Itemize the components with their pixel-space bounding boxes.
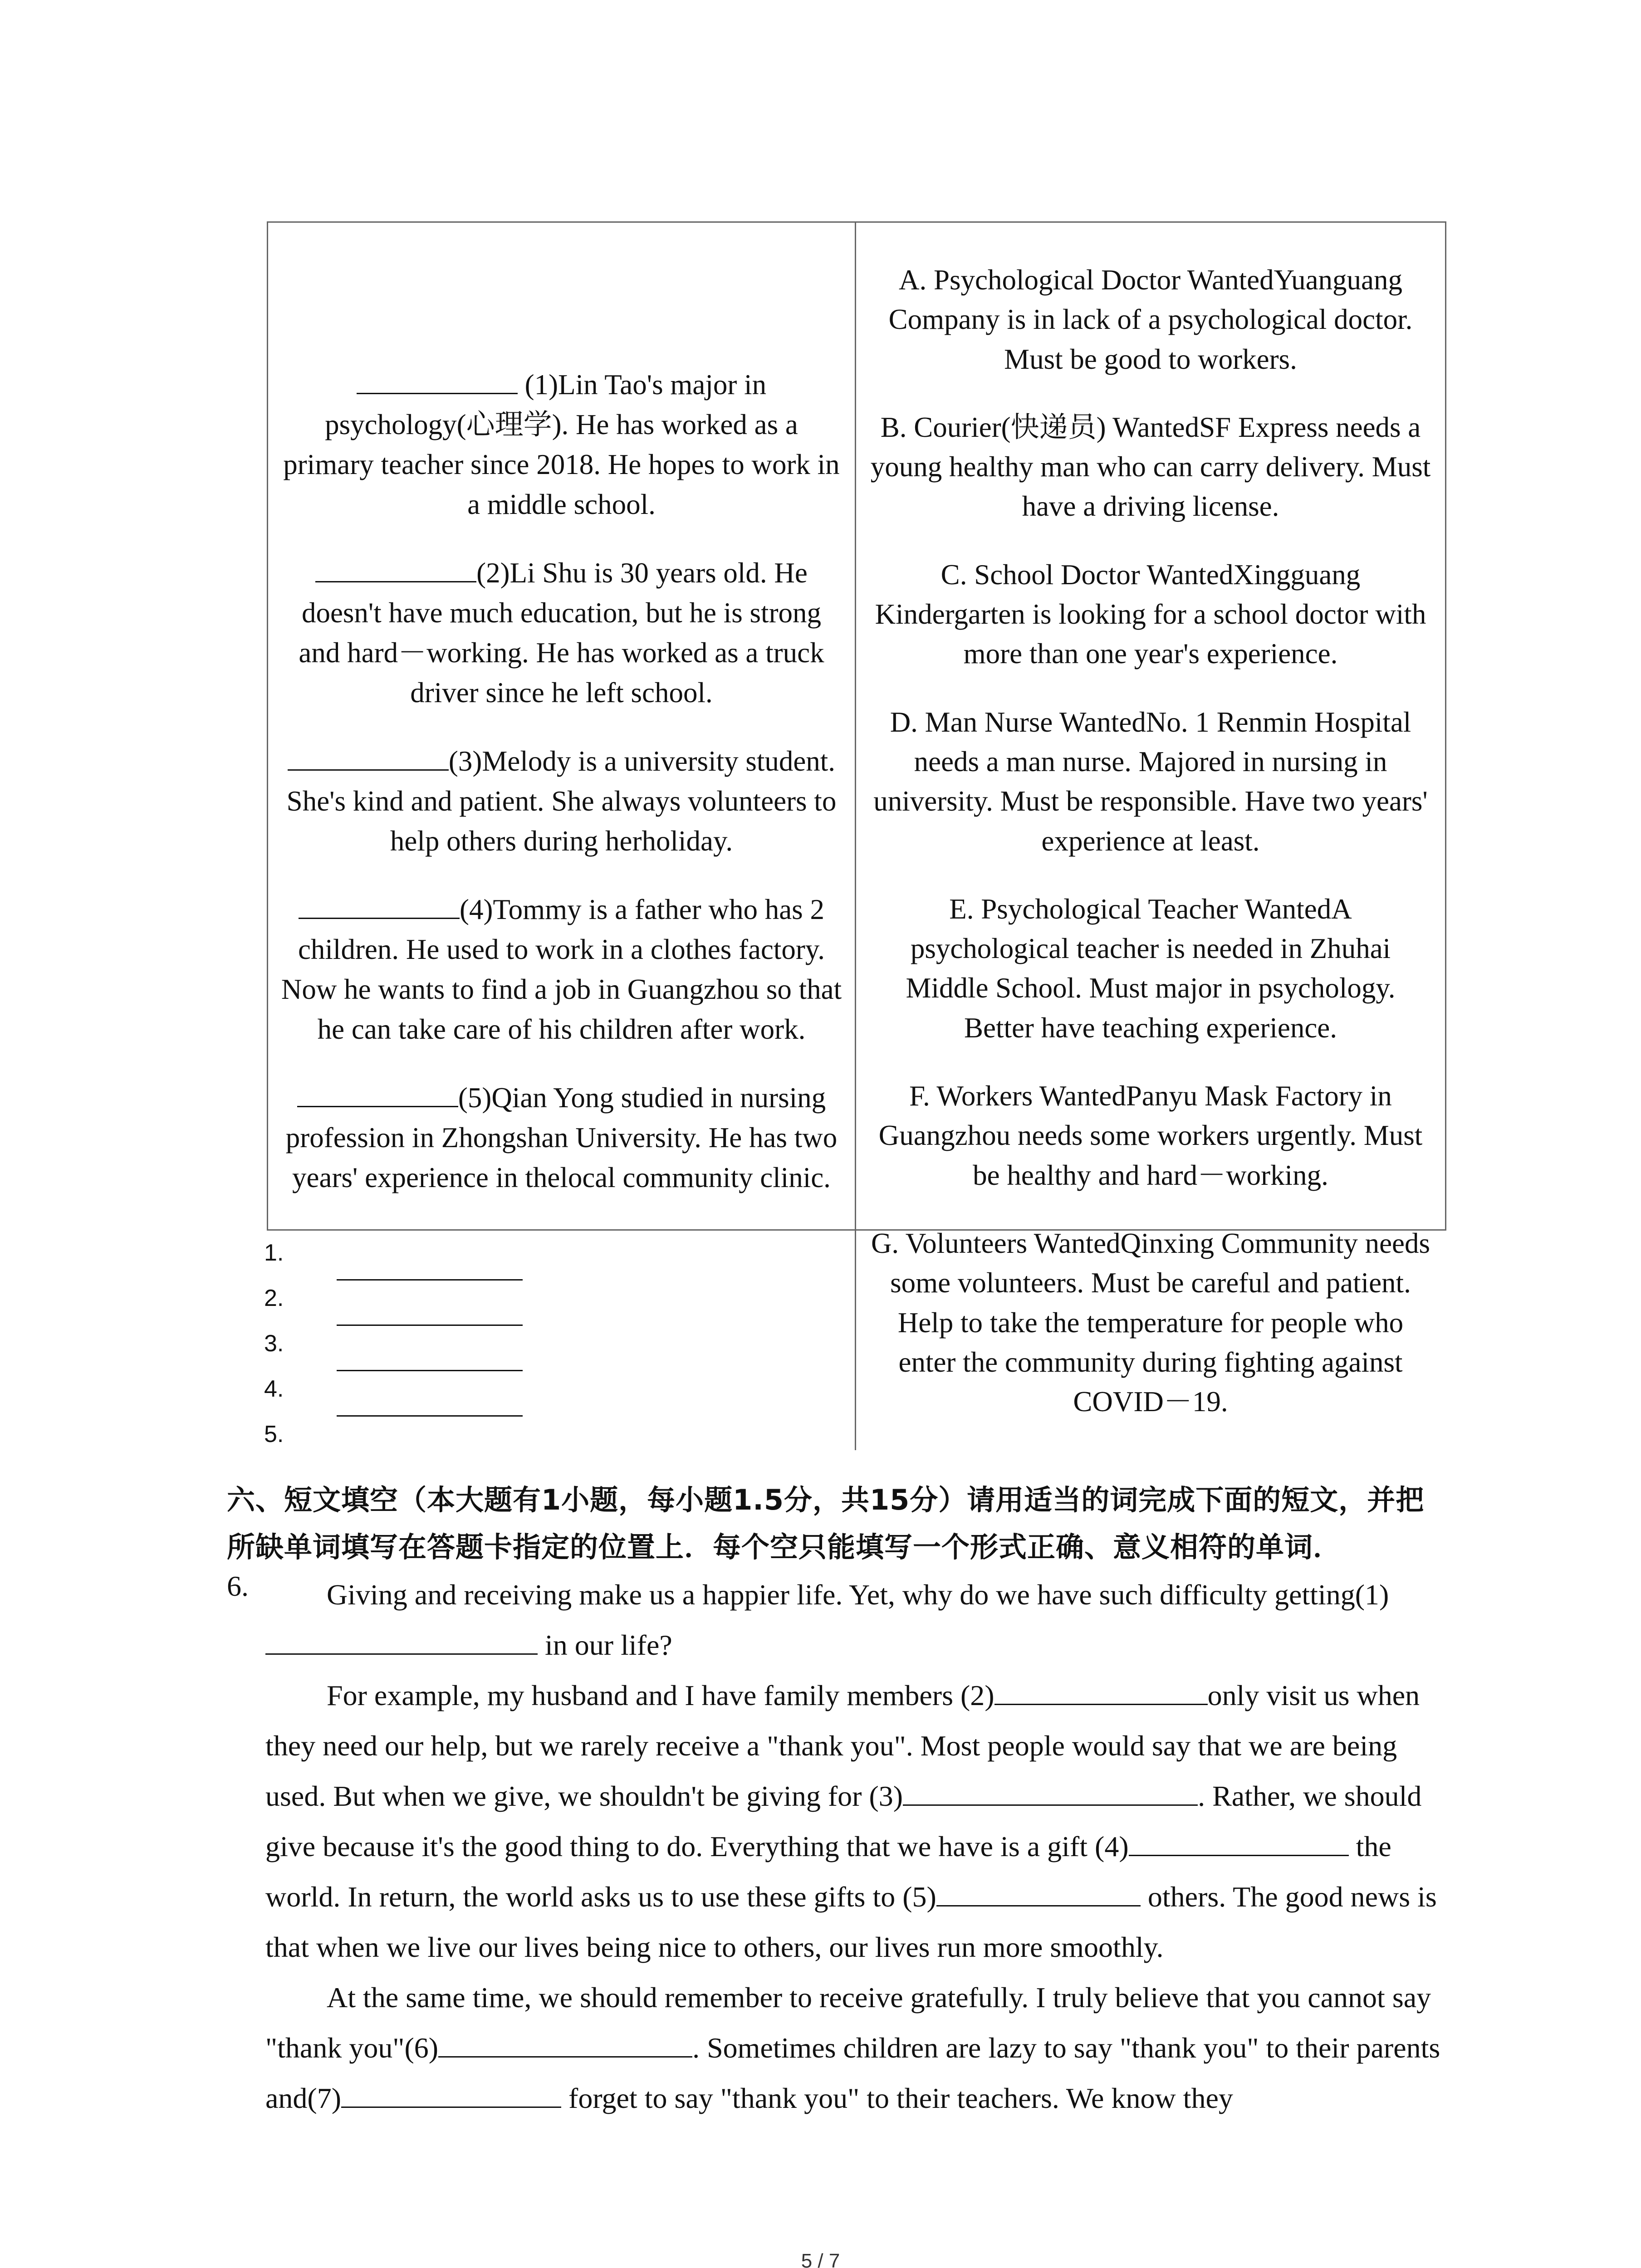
answer-blank[interactable] bbox=[299, 891, 460, 919]
cloze-passage bbox=[265, 1569, 1450, 2123]
person-item-1: (1)Lin Tao's major in psychology(心理学). He has worked as a primary teacher since 2018. He hopes to work in a middle school. bbox=[281, 365, 842, 524]
person-item-5: (5)Qian Yong studied in nursing profession in Zhongshan University. He has two years' experience in thelocal community clinic. bbox=[281, 1078, 842, 1198]
job-ad-a: A. Psychological Doctor WantedYuanguang Company is in lack of a psychological doctor. Must be good to workers. bbox=[888, 264, 1413, 375]
job-ad-b: B. Courier(快递员) WantedSF Express needs a young healthy man who can carry delivery. Must have a driving license. bbox=[870, 411, 1431, 523]
answer-blank[interactable] bbox=[357, 367, 518, 394]
fill-blank-5[interactable] bbox=[936, 1877, 1141, 1906]
answer-blank[interactable] bbox=[315, 555, 476, 582]
section-heading: 六、短文填空（本大题有1小题，每小题1.5分，共15分）请用适当的词完成下面的短文，并把所缺单词填写在答题卡指定的位置上．每个空只能填写一个形式正确、意义相符的单词． bbox=[227, 1483, 1425, 1564]
question-number: 6. bbox=[227, 1570, 249, 1602]
job-ad-c: C. School Doctor WantedXingguang Kindergarten is looking for a school doctor with more than one year's experience. bbox=[875, 558, 1426, 670]
person-item-4: (4)Tommy is a father who has 2 children. He used to work in a clothes factory. Now he wants to find a job in Guangzhou so that he can take care of his children after work. bbox=[281, 890, 842, 1049]
job-ad-g: G. Volunteers WantedQinxing Community needs some volunteers. Must be careful and patient. Help to take the temperature for people who enter the community during fighting against COVID－19. bbox=[871, 1227, 1430, 1418]
matching-table bbox=[267, 221, 1446, 1418]
fill-blank-1[interactable] bbox=[265, 1625, 538, 1655]
fill-blank-3[interactable] bbox=[903, 1776, 1198, 1806]
passage-paragraph-1: Giving and receiving make us a happier life. Yet, why do we have such difficulty getting(1) in our life? bbox=[265, 1569, 1450, 1670]
jobs-column bbox=[856, 223, 1445, 1450]
answer-row: 1. bbox=[264, 1234, 718, 1279]
person-item-2: (2)Li Shu is 30 years old. He doesn't have much education, but he is strong and hard－working. He has worked as a truck driver since he left school. bbox=[281, 553, 842, 713]
job-ad-f: F. Workers WantedPanyu Mask Factory in Guangzhou needs some workers urgently. Must be healthy and hard－working. bbox=[878, 1080, 1423, 1191]
fill-blank-4[interactable] bbox=[1129, 1827, 1349, 1856]
job-ad-d: D. Man Nurse WantedNo. 1 Renmin Hospital needs a man nurse. Majored in nursing in university. Must be responsible. Have two years' experience at least. bbox=[873, 706, 1428, 857]
answer-blank[interactable] bbox=[297, 1080, 458, 1107]
fill-blank-6[interactable] bbox=[438, 2028, 692, 2058]
answer-lines bbox=[264, 1234, 718, 1461]
passage-paragraph-3: At the same time, we should remember to receive gratefully. I truly believe that you cannot say "thank you"(6) . Sometimes children are lazy to say "thank you" to their parents and(7) forget to say "thank you" to their teachers. We know they bbox=[265, 1981, 1440, 2114]
fill-blank-7[interactable] bbox=[341, 2078, 561, 2108]
answer-row: 3. bbox=[264, 1325, 718, 1370]
passage-paragraph-2: For example, my husband and I have family members (2) only visit us when they need our help, but we rarely receive a "thank you". Most people would say that we are being used. But when we give, we shouldn't be giving for (3) . Rather, we should give because it's the good thing to do. Everything that we have is a gift (4) the world. In return, the world asks us to use these gifts to (5) others. The good news is that when we live our lives being nice to others, our lives run more smoothly. bbox=[265, 1670, 1450, 1972]
fill-blank-2[interactable] bbox=[994, 1676, 1208, 1705]
job-ad-e: E. Psychological Teacher WantedA psychological teacher is needed in Zhuhai Middle School. Must major in psychology. Better have teaching experience. bbox=[906, 893, 1396, 1044]
answer-blank[interactable] bbox=[288, 743, 449, 771]
answer-row: 5. bbox=[264, 1421, 284, 1447]
person-item-3: (3)Melody is a university student. She's kind and patient. She always volunteers to help others during herholiday. bbox=[281, 741, 842, 861]
page-number: 5 / 7 bbox=[801, 2250, 840, 2268]
answer-row: 4. bbox=[264, 1370, 718, 1415]
answer-row: 2. bbox=[264, 1279, 718, 1325]
